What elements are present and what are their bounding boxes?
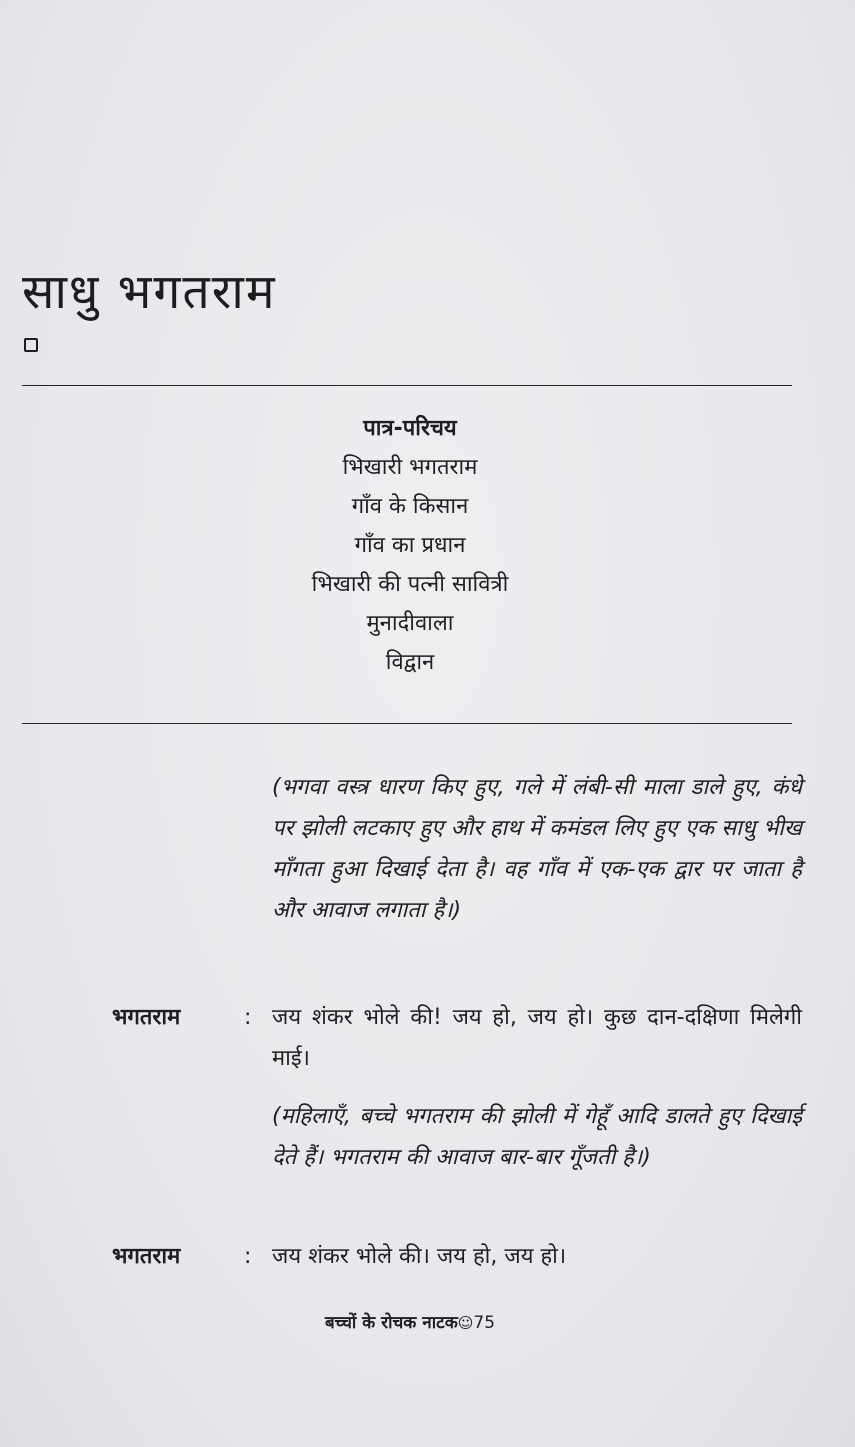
book-title: बच्चों के रोचक नाटक bbox=[324, 1313, 458, 1333]
dialogue-text: जय शंकर भोले की! जय हो, जय हो। कुछ दान-दक्षिणा मिलेगी माई। bbox=[272, 1005, 802, 1071]
page-footer bbox=[0, 1310, 820, 1333]
speaker-separator: : bbox=[244, 1005, 252, 1030]
speaker-name: भगतराम bbox=[112, 1244, 181, 1269]
stage-direction: (भगवा वस्त्र धारण किए हुए, गले में लंबी-सी माला डाले हुए, कंधे पर झोली लटकाए हुए और हाथ में कमंडल लिए हुए एक साधु भीख माँगता हुआ दिखाई देता है। वह गाँव में एक-एक द्वार पर जाता है और आवाज लगाता है।) bbox=[272, 775, 802, 923]
cast-item: गाँव के किसान bbox=[351, 494, 469, 519]
cast-item: मुनादीवाला bbox=[366, 611, 454, 636]
dialogue-text: जय शंकर भोले की। जय हो, जय हो। bbox=[272, 1244, 567, 1269]
cast-item: विद्वान bbox=[385, 650, 435, 675]
cast-item: भिखारी भगतराम bbox=[342, 455, 478, 480]
cast-list bbox=[0, 410, 820, 682]
play-title: साधु भगतराम bbox=[22, 264, 277, 320]
page-number: 75 bbox=[473, 1313, 496, 1333]
cast-heading: पात्र-परिचय bbox=[363, 416, 457, 441]
cast-item: भिखारी की पत्नी सावित्री bbox=[311, 572, 509, 597]
smiley-icon: ☺ bbox=[457, 1314, 474, 1332]
checkbox-square-icon bbox=[24, 338, 38, 352]
speaker-separator: : bbox=[244, 1244, 252, 1269]
bottom-divider bbox=[22, 723, 792, 724]
top-divider bbox=[22, 385, 792, 386]
stage-direction: (महिलाएँ, बच्चे भगतराम की झोली में गेहूँ आदि डालते हुए दिखाई देते हैं। भगतराम की आवाज बार-बार गूँजती है।) bbox=[272, 1104, 802, 1170]
speaker-name: भगतराम bbox=[112, 1005, 181, 1030]
cast-item: गाँव का प्रधान bbox=[354, 533, 466, 558]
